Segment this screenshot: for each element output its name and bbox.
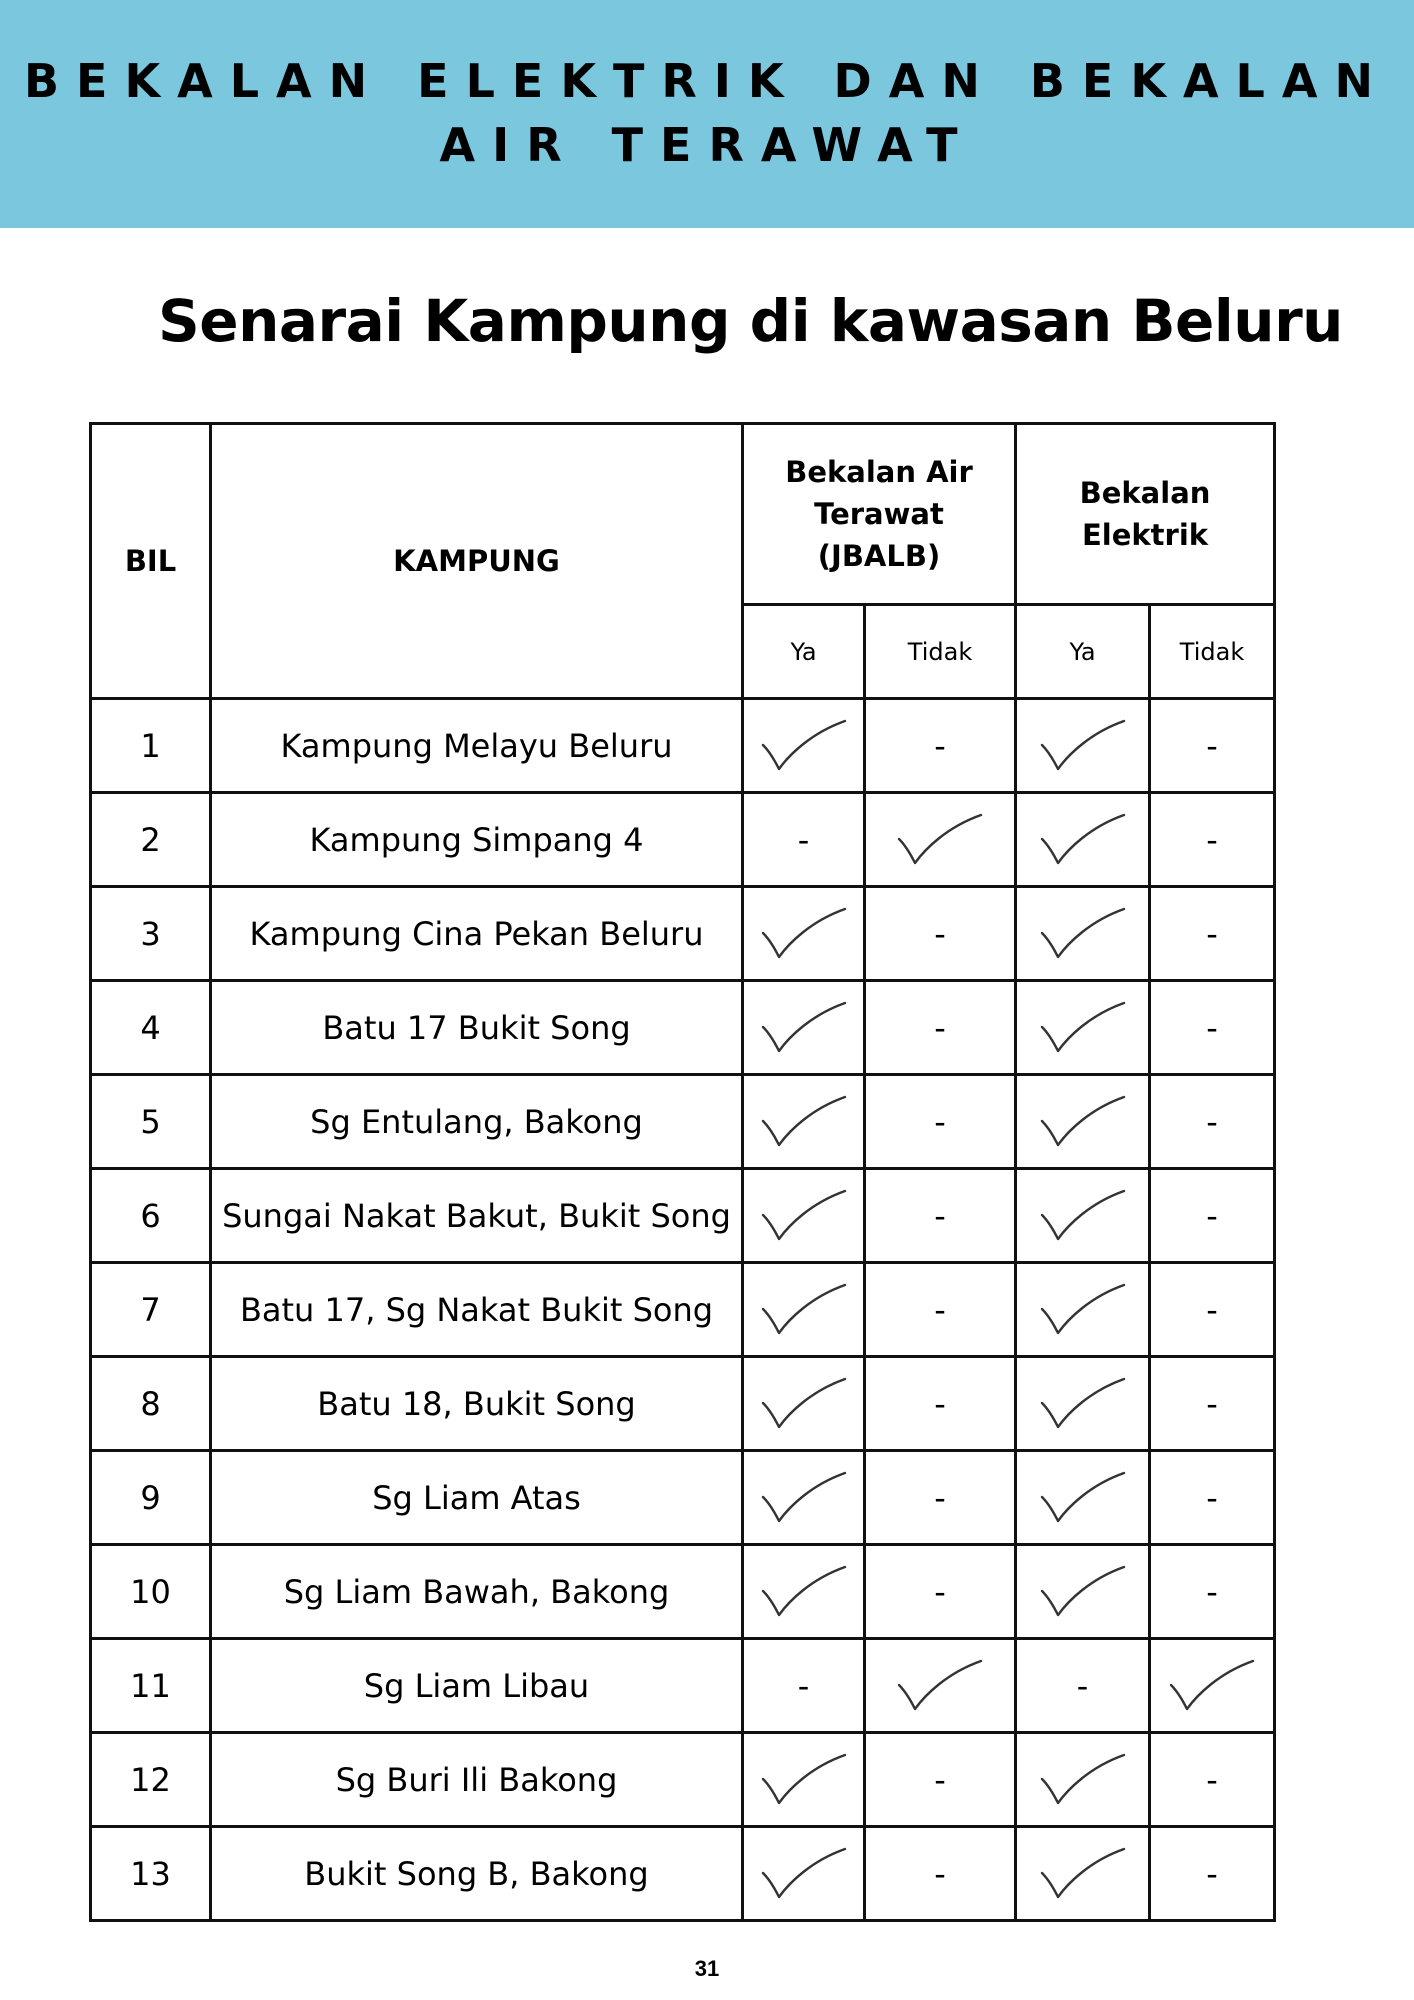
- cell-air-ya: [743, 1733, 865, 1827]
- cell-elek-tidak: [1150, 1451, 1275, 1545]
- dash-mark: -: [1206, 1572, 1218, 1611]
- check-mark-icon: [1038, 905, 1128, 963]
- check-mark-icon: [759, 1375, 849, 1433]
- dash-mark: -: [1206, 1102, 1218, 1141]
- table-row: [91, 1451, 1275, 1545]
- cell-bil: 11: [91, 1639, 211, 1733]
- cell-elek-ya: [1016, 981, 1150, 1075]
- table-row: [91, 699, 1275, 793]
- page-subtitle: Senarai Kampung di kawasan Beluru: [158, 287, 1343, 355]
- cell-kampung: Sg Buri Ili Bakong: [211, 1733, 743, 1827]
- cell-bil: 9: [91, 1451, 211, 1545]
- cell-elek-ya: [1016, 1639, 1150, 1733]
- dash-mark: -: [1206, 726, 1218, 765]
- cell-elek-tidak: [1150, 981, 1275, 1075]
- cell-air-tidak: [865, 1733, 1016, 1827]
- cell-bil: 2: [91, 793, 211, 887]
- dash-mark: -: [934, 1572, 946, 1611]
- dash-mark: -: [797, 820, 810, 859]
- table-row: [91, 1827, 1275, 1921]
- cell-elek-tidak: [1150, 1545, 1275, 1639]
- cell-bil: 6: [91, 1169, 211, 1263]
- cell-air-tidak: [865, 1263, 1016, 1357]
- cell-elek-tidak: [1150, 1263, 1275, 1357]
- cell-elek-tidak: [1150, 699, 1275, 793]
- cell-air-tidak: [865, 887, 1016, 981]
- cell-air-tidak: [865, 1451, 1016, 1545]
- check-mark-icon: [1038, 1281, 1128, 1339]
- cell-kampung: Sungai Nakat Bakut, Bukit Song: [211, 1169, 743, 1263]
- header-air-line-1: Bekalan Air: [785, 455, 973, 489]
- cell-air-ya: [743, 699, 865, 793]
- cell-bil: 13: [91, 1827, 211, 1921]
- cell-air-tidak: [865, 1545, 1016, 1639]
- check-mark-icon: [759, 717, 849, 775]
- dash-mark: -: [1206, 1290, 1218, 1329]
- cell-bil: 8: [91, 1357, 211, 1451]
- cell-air-tidak: [865, 1169, 1016, 1263]
- check-mark-icon: [1167, 1657, 1257, 1715]
- kampung-table: [89, 422, 1276, 1922]
- dash-mark: -: [934, 914, 946, 953]
- table-row: [91, 1263, 1275, 1357]
- cell-bil: 12: [91, 1733, 211, 1827]
- cell-elek-ya: [1016, 1075, 1150, 1169]
- dash-mark: -: [934, 1008, 946, 1047]
- cell-air-ya: [743, 1827, 865, 1921]
- cell-kampung: Batu 17 Bukit Song: [211, 981, 743, 1075]
- check-mark-icon: [759, 1751, 849, 1809]
- check-mark-icon: [759, 1187, 849, 1245]
- cell-kampung: Sg Entulang, Bakong: [211, 1075, 743, 1169]
- dash-mark: -: [934, 1478, 946, 1517]
- cell-kampung: Batu 18, Bukit Song: [211, 1357, 743, 1451]
- cell-kampung: Sg Liam Bawah, Bakong: [211, 1545, 743, 1639]
- check-mark-icon: [1038, 999, 1128, 1057]
- cell-elek-tidak: [1150, 1733, 1275, 1827]
- cell-elek-tidak: [1150, 1075, 1275, 1169]
- check-mark-icon: [1038, 1845, 1128, 1903]
- table-row: [91, 793, 1275, 887]
- dash-mark: -: [934, 726, 946, 765]
- cell-air-tidak: [865, 793, 1016, 887]
- cell-air-ya: [743, 1451, 865, 1545]
- cell-air-tidak: [865, 1639, 1016, 1733]
- cell-elek-tidak: [1150, 1357, 1275, 1451]
- header-air-tidak: Tidak: [865, 605, 1016, 699]
- check-mark-icon: [1038, 1187, 1128, 1245]
- table-row: [91, 1639, 1275, 1733]
- header-kampung: KAMPUNG: [211, 424, 743, 699]
- dash-mark: -: [934, 1102, 946, 1141]
- cell-kampung: Sg Liam Libau: [211, 1639, 743, 1733]
- cell-elek-ya: [1016, 1451, 1150, 1545]
- check-mark-icon: [759, 1093, 849, 1151]
- cell-air-ya: [743, 1169, 865, 1263]
- cell-air-tidak: [865, 1357, 1016, 1451]
- cell-elek-ya: [1016, 1545, 1150, 1639]
- table-row: [91, 1357, 1275, 1451]
- table-row: [91, 887, 1275, 981]
- header-bekalan-air: [743, 424, 1016, 605]
- cell-elek-ya: [1016, 699, 1150, 793]
- header-air-line-3: (JBALB): [817, 539, 941, 573]
- header-elektrik-tidak: Tidak: [1150, 605, 1275, 699]
- dash-mark: -: [934, 1384, 946, 1423]
- cell-bil: 3: [91, 887, 211, 981]
- header-elektrik-ya: Ya: [1016, 605, 1150, 699]
- check-mark-icon: [895, 1657, 985, 1715]
- dash-mark: -: [797, 1666, 810, 1705]
- cell-elek-ya: [1016, 1169, 1150, 1263]
- check-mark-icon: [895, 811, 985, 869]
- cell-air-ya: [743, 981, 865, 1075]
- cell-elek-ya: [1016, 793, 1150, 887]
- cell-elek-ya: [1016, 887, 1150, 981]
- cell-elek-tidak: [1150, 1827, 1275, 1921]
- header-bekalan-elektrik: [1016, 424, 1275, 605]
- dash-mark: -: [1206, 1196, 1218, 1235]
- check-mark-icon: [759, 905, 849, 963]
- dash-mark: -: [1206, 1008, 1218, 1047]
- cell-elek-tidak: [1150, 1169, 1275, 1263]
- banner-title-line-2: AIR TERAWAT: [439, 118, 975, 172]
- dash-mark: -: [934, 1290, 946, 1329]
- cell-air-ya: [743, 1545, 865, 1639]
- cell-elek-ya: [1016, 1263, 1150, 1357]
- dash-mark: -: [934, 1760, 946, 1799]
- table-row: [91, 1545, 1275, 1639]
- cell-air-ya: [743, 793, 865, 887]
- page-number: 31: [694, 1956, 720, 1981]
- cell-kampung: Bukit Song B, Bakong: [211, 1827, 743, 1921]
- cell-air-tidak: [865, 1075, 1016, 1169]
- check-mark-icon: [759, 1281, 849, 1339]
- table-row: [91, 1169, 1275, 1263]
- cell-kampung: Kampung Cina Pekan Beluru: [211, 887, 743, 981]
- cell-air-ya: [743, 1263, 865, 1357]
- check-mark-icon: [1038, 1751, 1128, 1809]
- cell-air-ya: [743, 887, 865, 981]
- check-mark-icon: [1038, 811, 1128, 869]
- check-mark-icon: [1038, 1469, 1128, 1527]
- check-mark-icon: [1038, 1563, 1128, 1621]
- cell-kampung: Kampung Melayu Beluru: [211, 699, 743, 793]
- cell-air-tidak: [865, 981, 1016, 1075]
- dash-mark: -: [1206, 1384, 1218, 1423]
- table-row: [91, 1075, 1275, 1169]
- header-bil: BIL: [91, 424, 211, 699]
- cell-air-tidak: [865, 1827, 1016, 1921]
- dash-mark: -: [1206, 914, 1218, 953]
- dash-mark: -: [934, 1196, 946, 1235]
- check-mark-icon: [1038, 1375, 1128, 1433]
- cell-elek-ya: [1016, 1827, 1150, 1921]
- check-mark-icon: [759, 1563, 849, 1621]
- cell-air-ya: [743, 1639, 865, 1733]
- check-mark-icon: [759, 999, 849, 1057]
- dash-mark: -: [1206, 1854, 1218, 1893]
- cell-kampung: Batu 17, Sg Nakat Bukit Song: [211, 1263, 743, 1357]
- cell-kampung: Sg Liam Atas: [211, 1451, 743, 1545]
- check-mark-icon: [759, 1469, 849, 1527]
- table-body: [91, 699, 1275, 1921]
- dash-mark: -: [934, 1854, 946, 1893]
- header-elektrik-line-1: Bekalan: [1079, 476, 1211, 510]
- cell-air-ya: [743, 1357, 865, 1451]
- cell-elek-tidak: [1150, 793, 1275, 887]
- cell-elek-ya: [1016, 1357, 1150, 1451]
- title-banner: [0, 0, 1414, 228]
- cell-elek-tidak: [1150, 1639, 1275, 1733]
- check-mark-icon: [1038, 1093, 1128, 1151]
- cell-elek-ya: [1016, 1733, 1150, 1827]
- header-air-line-2: Terawat: [814, 497, 944, 531]
- dash-mark: -: [1076, 1666, 1089, 1705]
- cell-bil: 10: [91, 1545, 211, 1639]
- check-mark-icon: [759, 1845, 849, 1903]
- table-row: [91, 1733, 1275, 1827]
- header-elektrik-line-2: Elektrik: [1081, 518, 1209, 552]
- cell-bil: 7: [91, 1263, 211, 1357]
- dash-mark: -: [1206, 1478, 1218, 1517]
- header-air-ya: Ya: [743, 605, 865, 699]
- cell-air-ya: [743, 1075, 865, 1169]
- dash-mark: -: [1206, 820, 1218, 859]
- cell-elek-tidak: [1150, 887, 1275, 981]
- cell-bil: 5: [91, 1075, 211, 1169]
- cell-air-tidak: [865, 699, 1016, 793]
- table-row: [91, 981, 1275, 1075]
- cell-bil: 1: [91, 699, 211, 793]
- dash-mark: -: [1206, 1760, 1218, 1799]
- cell-bil: 4: [91, 981, 211, 1075]
- cell-kampung: Kampung Simpang 4: [211, 793, 743, 887]
- banner-title-line-1: BEKALAN ELEKTRIK DAN BEKALAN: [24, 54, 1390, 108]
- check-mark-icon: [1038, 717, 1128, 775]
